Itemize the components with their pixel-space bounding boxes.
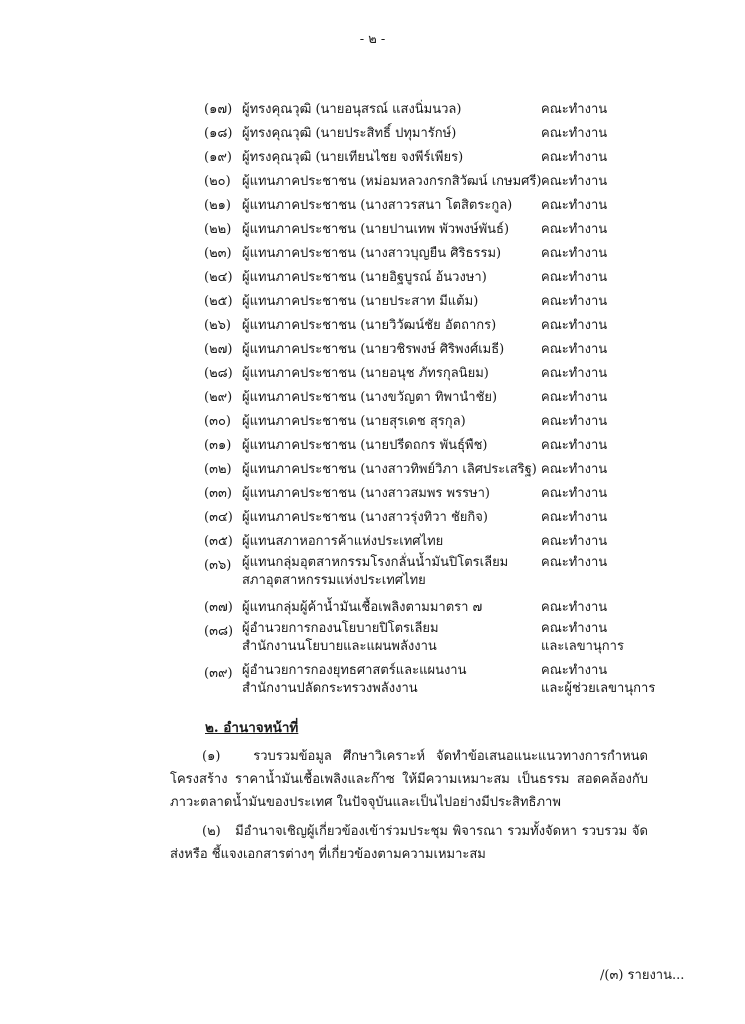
member-row bbox=[0, 386, 745, 410]
member-number: (๒๔) bbox=[204, 270, 233, 285]
member-name-line: ผู้แทนภาคประชาชน (นายวิวัฒน์ชัย อัตถากร) bbox=[242, 318, 497, 333]
member-number: (๓๐) bbox=[204, 414, 231, 429]
member-row bbox=[0, 596, 745, 620]
member-row bbox=[0, 506, 745, 530]
member-role bbox=[541, 434, 607, 458]
member-name bbox=[242, 338, 504, 362]
member-role bbox=[541, 98, 607, 122]
member-name-line: ผู้อำนวยการกองนโยบายปิโตรเลียม bbox=[242, 621, 439, 636]
member-role bbox=[541, 506, 607, 530]
member-name bbox=[242, 662, 467, 698]
member-name bbox=[242, 98, 461, 122]
member-name bbox=[242, 314, 496, 338]
member-name-line: สำนักงานนโยบายและแผนพลังงาน bbox=[242, 639, 437, 654]
member-name bbox=[242, 266, 487, 290]
member-name-line: ผู้แทนภาคประชาชน (นายอนุช ภัทรกุลนิยม) bbox=[242, 366, 489, 381]
member-row bbox=[0, 362, 745, 386]
member-row bbox=[0, 266, 745, 290]
member-name-line: ผู้ทรงคุณวุฒิ (นายเทียนไชย จงพีร์เพียร) bbox=[242, 150, 464, 165]
member-name bbox=[242, 434, 487, 458]
member-name-line: ผู้ทรงคุณวุฒิ (นายอนุสรณ์ แสงนิ่มนวล) bbox=[242, 102, 462, 117]
member-number: (๑๙) bbox=[204, 150, 232, 165]
member-role bbox=[541, 146, 607, 170]
member-number: (๒๑) bbox=[204, 198, 231, 213]
member-name-line: ผู้แทนภาคประชาชน (นายปานเทพ พัวพงษ์พันธ์) bbox=[242, 222, 510, 237]
member-role bbox=[541, 242, 607, 266]
member-role-line: คณะทำงาน bbox=[541, 270, 608, 285]
paragraph-text: มีอำนาจเชิญผู้เกี่ยวข้องเข้าร่วมประชุม พิจารณา รวมทั้งจัดหา รวบรวม จัดส่งหรือ ชี้แจงเอกสารต่างๆ ที่เกี่ยวข้องตามความเหมาะสม bbox=[170, 824, 648, 862]
member-row bbox=[0, 98, 745, 122]
member-role bbox=[541, 410, 607, 434]
member-role-line: คณะทำงาน bbox=[541, 222, 608, 237]
member-number: (๓๙) bbox=[204, 666, 233, 681]
member-name bbox=[242, 194, 512, 218]
member-list bbox=[0, 98, 745, 704]
member-name bbox=[242, 530, 443, 554]
member-name bbox=[242, 386, 497, 410]
member-role bbox=[541, 530, 607, 554]
member-row bbox=[0, 122, 745, 146]
member-name-line: ผู้แทนภาคประชาชน (นางขวัญตา ทิพานำชัย) bbox=[242, 390, 498, 405]
member-name-line: ผู้แทนกลุ่มอุตสาหกรรมโรงกลั่นน้ำมันปิโตรเลียม bbox=[242, 555, 509, 570]
member-role-line: และเลขานุการ bbox=[541, 639, 624, 654]
member-name-line: ผู้แทนสภาหอการค้าแห่งประเทศไทย bbox=[242, 534, 444, 549]
member-row bbox=[0, 338, 745, 362]
member-number: (๓๘) bbox=[204, 624, 234, 639]
member-name bbox=[242, 554, 508, 590]
member-row bbox=[0, 554, 745, 596]
member-role bbox=[541, 290, 607, 314]
member-role-line: คณะทำงาน bbox=[541, 414, 608, 429]
member-role-line: คณะทำงาน bbox=[541, 198, 608, 213]
duty-paragraph-2 bbox=[170, 820, 648, 866]
member-name-line: ผู้แทนภาคประชาชน (นางสาวสมพร พรรษา) bbox=[242, 486, 491, 501]
member-role bbox=[541, 620, 624, 656]
member-row bbox=[0, 662, 745, 704]
member-name bbox=[242, 506, 488, 530]
member-number: (๑๘) bbox=[204, 126, 233, 141]
member-number: (๒๙) bbox=[204, 390, 233, 405]
member-number: (๓๑) bbox=[204, 438, 232, 453]
paragraph-marker: (๑) bbox=[202, 749, 221, 764]
member-name-line: ผู้แทนภาคประชาชน (นายปรีดถกร พันธุ์พืช) bbox=[242, 438, 488, 453]
member-role-line: คณะทำงาน bbox=[541, 600, 608, 615]
member-role-line: คณะทำงาน bbox=[541, 150, 608, 165]
member-name-line: ผู้แทนภาคประชาชน (นายประสาท มีแต้ม) bbox=[242, 294, 479, 309]
member-number: (๓๔) bbox=[204, 510, 233, 525]
member-number: (๓๗) bbox=[204, 600, 233, 615]
member-role bbox=[541, 122, 607, 146]
member-role-line: คณะทำงาน bbox=[541, 486, 608, 501]
member-row bbox=[0, 242, 745, 266]
member-row bbox=[0, 314, 745, 338]
member-role-line: คณะทำงาน bbox=[541, 462, 608, 477]
member-row bbox=[0, 410, 745, 434]
member-name-line: ผู้แทนภาคประชาชน (นายวชิรพงษ์ ศิริพงศ์เมธี) bbox=[242, 342, 505, 357]
member-role-line: คณะทำงาน bbox=[541, 102, 608, 117]
member-role-line: คณะทำงาน bbox=[541, 342, 608, 357]
member-role bbox=[541, 314, 607, 338]
member-name-line: ผู้แทนภาคประชาชน (นายอิฐบูรณ์ อ้นวงษา) bbox=[242, 270, 487, 285]
member-number: (๒๘) bbox=[204, 366, 233, 381]
member-role-line: คณะทำงาน bbox=[541, 621, 608, 636]
member-role-line: คณะทำงาน bbox=[541, 510, 608, 525]
member-number: (๒๕) bbox=[204, 294, 233, 309]
paragraph-text: รวบรวมข้อมูล ศึกษาวิเคราะห์ จัดทำข้อเสนอแนะแนวทางการกำหนดโครงสร้าง ราคาน้ำมันเชื้อเพลิงและก๊าซ ให้มีความเหมาะสม เป็นธรรม สอดคล้องกับภาวะตลาดน้ำมันของประเทศ ในปัจจุบันและเป็นไปอย่างมีประสิทธิภาพ bbox=[170, 749, 648, 810]
member-row bbox=[0, 146, 745, 170]
member-row bbox=[0, 194, 745, 218]
member-name bbox=[242, 458, 537, 482]
member-role bbox=[541, 554, 607, 572]
member-name-line: ผู้อำนวยการกองยุทธศาสตร์และแผนงาน bbox=[242, 663, 467, 678]
section-heading: ๒. อำนาจหน้าที่ bbox=[205, 720, 299, 736]
member-number: (๑๗) bbox=[204, 102, 233, 117]
member-role-line: คณะทำงาน bbox=[541, 438, 608, 453]
duty-paragraph-1 bbox=[170, 745, 648, 814]
continuation-marker: /(๓) รายงาน... bbox=[600, 968, 685, 983]
member-number: (๒๗) bbox=[204, 342, 233, 357]
member-number: (๓๕) bbox=[204, 534, 233, 549]
member-role-line: คณะทำงาน bbox=[541, 534, 608, 549]
member-name bbox=[242, 146, 463, 170]
member-number: (๒๓) bbox=[204, 246, 232, 261]
member-name-line: ผู้แทนภาคประชาชน (นายสุรเดช สุรกุล) bbox=[242, 414, 466, 429]
member-role-line: คณะทำงาน bbox=[541, 126, 608, 141]
member-role-line: และผู้ช่วยเลขานุการ bbox=[541, 681, 656, 696]
member-name-line: ผู้แทนกลุ่มผู้ค้าน้ำมันเชื้อเพลิงตามมาตรา ๗ bbox=[242, 600, 483, 615]
member-name-line: ผู้แทนภาคประชาชน (นางสาวรสนา โตสิตระกูล) bbox=[242, 198, 513, 213]
member-name bbox=[242, 410, 466, 434]
member-row bbox=[0, 434, 745, 458]
member-role-line: คณะทำงาน bbox=[541, 555, 608, 570]
member-name bbox=[242, 170, 541, 194]
member-role bbox=[541, 362, 607, 386]
member-role-line: คณะทำงาน bbox=[541, 318, 608, 333]
member-number: (๒๖) bbox=[204, 318, 231, 333]
member-name-line: ผู้แทนภาคประชาชน (นางสาวรุ่งทิวา ชัยกิจ) bbox=[242, 510, 488, 525]
member-role-line: คณะทำงาน bbox=[541, 366, 608, 381]
member-name-line: ผู้แทนภาคประชาชน (นางสาวบุญยืน ศิริธรรม) bbox=[242, 246, 502, 261]
member-name bbox=[242, 290, 478, 314]
member-number: (๒๒) bbox=[204, 222, 232, 237]
member-number: (๓๒) bbox=[204, 462, 232, 477]
member-role-line: คณะทำงาน bbox=[541, 663, 608, 678]
member-name bbox=[242, 362, 489, 386]
member-role bbox=[541, 194, 607, 218]
member-row bbox=[0, 482, 745, 506]
member-role bbox=[541, 662, 655, 698]
member-row bbox=[0, 620, 745, 662]
member-role bbox=[541, 482, 607, 506]
member-role bbox=[541, 458, 607, 482]
member-name-line: สำนักงานปลัดกระทรวงพลังงาน bbox=[242, 681, 418, 696]
member-name bbox=[242, 620, 439, 656]
member-name-line: สภาอุตสาหกรรมแห่งประเทศไทย bbox=[242, 573, 426, 588]
member-role-line: คณะทำงาน bbox=[541, 246, 608, 261]
member-row bbox=[0, 218, 745, 242]
member-number: (๒๐) bbox=[204, 174, 231, 189]
member-name bbox=[242, 482, 490, 506]
member-row bbox=[0, 458, 745, 482]
member-name-line: ผู้ทรงคุณวุฒิ (นายประสิทธิ์ ปทุมารักษ์) bbox=[242, 126, 457, 141]
page-number: - ๒ - bbox=[359, 32, 386, 47]
member-row bbox=[0, 530, 745, 554]
member-row bbox=[0, 290, 745, 314]
member-role bbox=[541, 596, 607, 620]
member-role bbox=[541, 338, 607, 362]
member-name-line: ผู้แทนภาคประชาชน (หม่อมหลวงกรกสิวัฒน์ เกษมศรี) bbox=[242, 174, 542, 189]
member-role-line: คณะทำงาน bbox=[541, 174, 608, 189]
member-name-line: ผู้แทนภาคประชาชน (นางสาวทิพย์วิภา เลิศประเสริฐ) bbox=[242, 462, 537, 477]
member-number: (๓๓) bbox=[204, 486, 232, 501]
member-number: (๓๖) bbox=[204, 558, 232, 573]
member-role bbox=[541, 266, 607, 290]
member-role-line: คณะทำงาน bbox=[541, 294, 608, 309]
member-role-line: คณะทำงาน bbox=[541, 390, 608, 405]
member-role bbox=[541, 386, 607, 410]
member-name bbox=[242, 596, 482, 620]
member-name bbox=[242, 122, 456, 146]
member-row bbox=[0, 170, 745, 194]
member-role bbox=[541, 170, 607, 194]
paragraph-marker: (๒) bbox=[202, 824, 221, 839]
member-role bbox=[541, 218, 607, 242]
member-name bbox=[242, 218, 509, 242]
member-name bbox=[242, 242, 501, 266]
